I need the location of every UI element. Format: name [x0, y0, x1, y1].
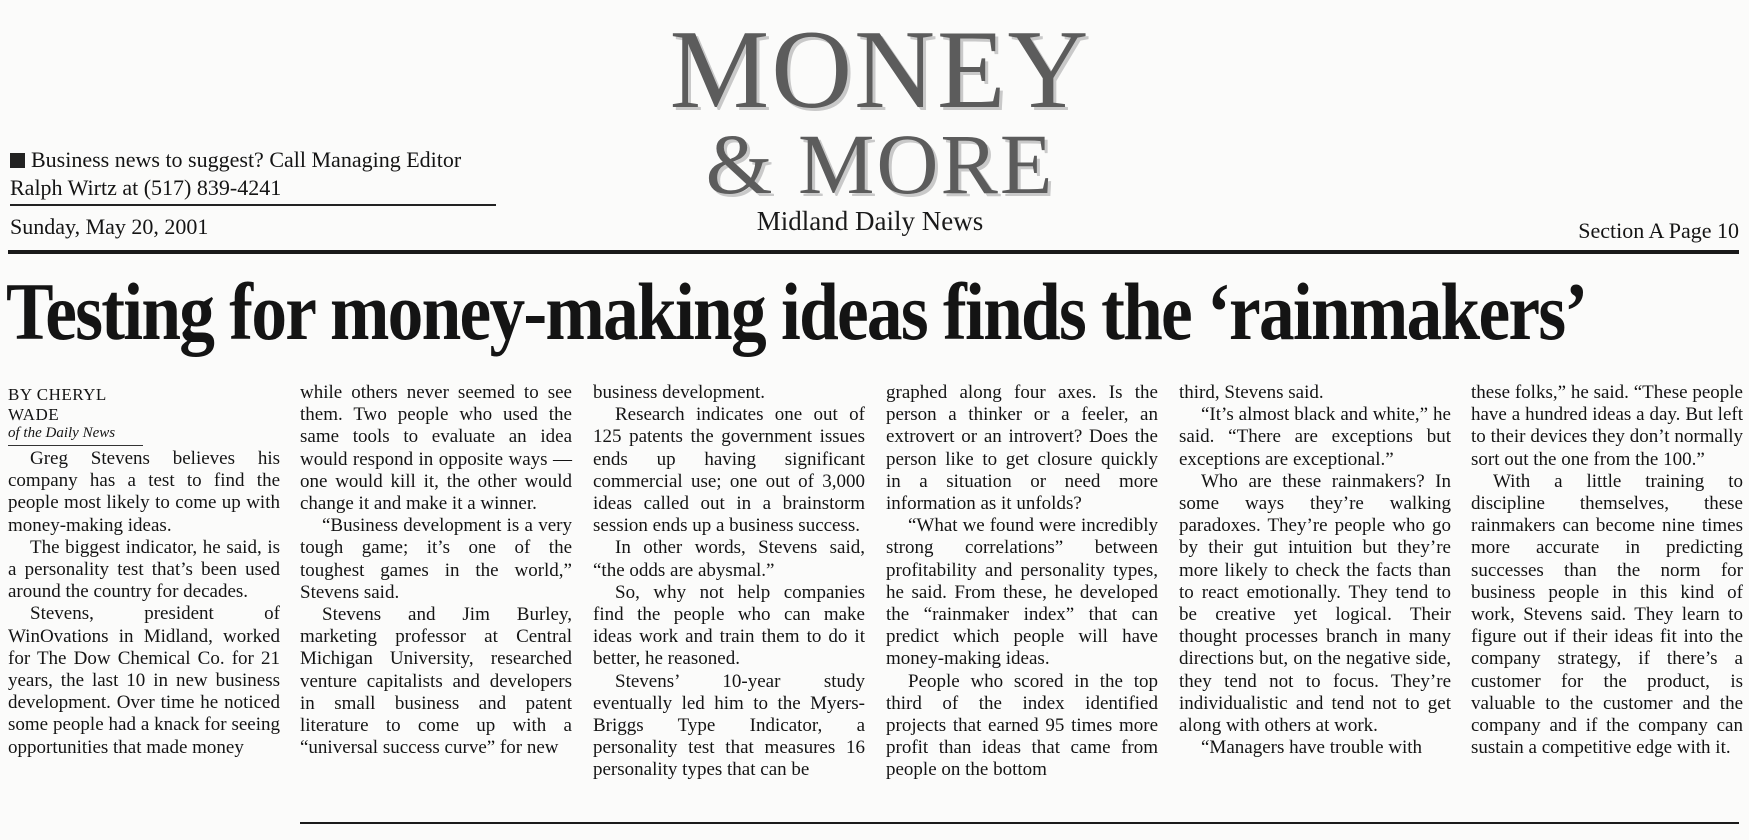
logo-money: MONEY	[669, 8, 1091, 132]
article-column-5	[1179, 382, 1451, 759]
paragraph: Who are these rainmakers? In some ways they’re walking paradoxes. They’re people who go by their gut intuition but they’re more likely to check the facts than to react emotionally. They tend to be creative yet logical. Their thought processes branch in many directions but, on the negative side, they tend not to focus. They’re individualistic and tend not to get along with others at work.	[1179, 470, 1451, 737]
paragraph: Research indicates one out of 125 patents the government issues ends up having significant commercial use; one out of 3,000 ideas called out in a brainstorm session ends up a business success.	[593, 404, 865, 537]
square-bullet-icon	[10, 153, 25, 168]
paragraph: graphed along four axes. Is the person a thinker or a feeler, an extrovert or an introvert? Does the person like to get closure quickly in a situation or need more information as it unfolds?	[886, 382, 1158, 515]
section-page: Section A Page 10	[1578, 218, 1739, 243]
paragraph: Greg Stevens believes his company has a test to find the people most likely to come up with money-making ideas.	[8, 448, 280, 536]
news-tip-text: Business news to suggest? Call Managing Editor Ralph Wirtz at (517) 839-4241	[10, 147, 462, 200]
paragraph: Stevens’ 10-year study eventually led him to the Myers-Briggs Type Indicator, a personality test that measures 16 personality types that can be	[593, 670, 865, 781]
paragraph: Stevens, president of WinOvations in Midland, worked for The Dow Chemical Co. for 21 years, the last 10 in new business development. Over time he noticed some people had a knack for seeing opportunities that made money	[8, 603, 280, 758]
news-tip-box	[10, 146, 496, 206]
paragraph: “It’s almost black and white,” he said. “There are exceptions but exceptions are exceptional.”	[1179, 404, 1451, 470]
paragraph: So, why not help companies find the people who can make ideas work and train them to do it better, he reasoned.	[593, 581, 865, 670]
article-headline: Testing for money-making ideas finds the ‘rainmakers’	[6, 266, 1587, 357]
byline	[8, 385, 148, 446]
paragraph: In other words, Stevens said, “the odds are abysmal.”	[593, 537, 865, 581]
paragraph: “What we found were incredibly strong correlations” between profitability and personality types, he said. From these, he developed the “rainmaker index” that can predict which people will have money-making ideas.	[886, 515, 1158, 670]
header-rule	[8, 250, 1739, 254]
paragraph: third, Stevens said.	[1179, 382, 1324, 403]
article-column-4	[886, 382, 1158, 782]
paragraph: these folks,” he said. “These people have a hundred ideas a day. But left to their devices they don’t normally sort out the one from the 100.”	[1471, 382, 1743, 470]
byline-organization: of the Daily News	[8, 425, 143, 446]
article-column-6	[1471, 382, 1743, 759]
paragraph: People who scored in the top third of the index identified projects that earned 95 times more profit than ideas that came from people on the bottom	[886, 670, 1158, 781]
logo-and-more: & MORE	[705, 116, 1055, 212]
newspaper-name: Midland Daily News	[756, 206, 984, 236]
paragraph: while others never seemed to see them. Two people who used the same tools to evaluate an idea would respond in opposite ways — one would kill it, the other would change it and make it a winner.	[300, 382, 572, 515]
paragraph: The biggest indicator, he said, is a personality test that’s been used around the country for decades.	[8, 536, 280, 603]
paragraph: “Managers have trouble with	[1201, 737, 1423, 759]
paragraph: “Business development is a very tough game; it’s one of the toughest games in the world,” Stevens said.	[300, 515, 572, 603]
masthead-logo	[620, 8, 1140, 212]
paragraph: With a little training to discipline themselves, these rainmakers can become nine times more accurate in predicting successes than the norm for business people in this kind of work, Stevens said. They learn to figure out if their ideas fit into the company strategy, if there’s a customer for the product, is valuable to the customer and the company and if the company can sustain a competitive edge with it.	[1471, 470, 1743, 759]
publication-date: Sunday, May 20, 2001	[10, 214, 209, 239]
paragraph: business development.	[593, 382, 766, 403]
paragraph: Stevens and Jim Burley, marketing professor at Central Michigan University, researched venture capitalists and developers in small business and patent literature to come up with a “universal success curve” for new	[300, 604, 572, 759]
footer-rule	[300, 822, 1739, 824]
article-column-3	[593, 382, 865, 782]
article-column-1	[8, 448, 280, 759]
byline-author: BY CHERYL WADE	[8, 385, 107, 424]
article-column-2	[300, 382, 572, 759]
